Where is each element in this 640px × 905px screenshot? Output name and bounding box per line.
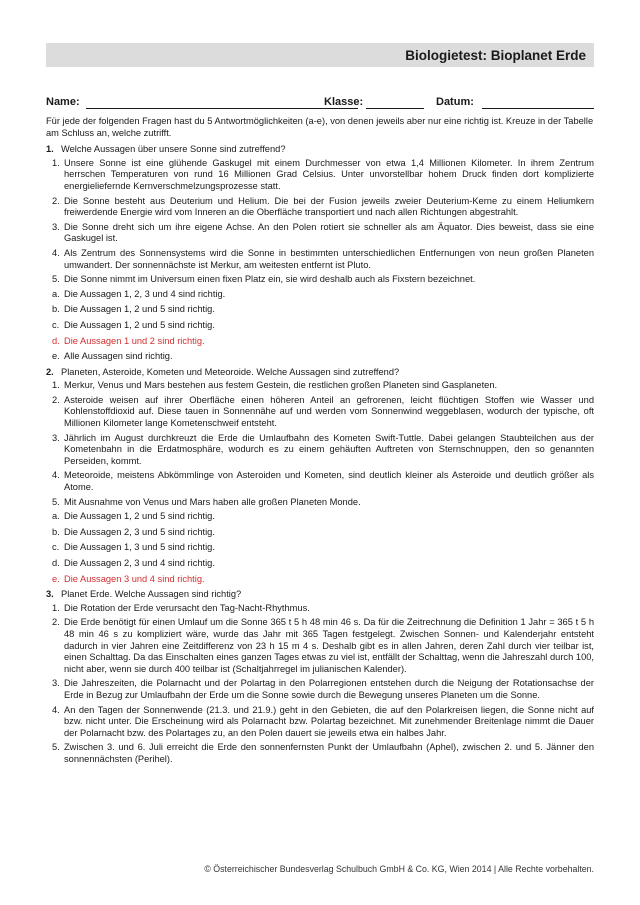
statement-number: 2. [52,195,60,206]
option-letter: e. [52,573,60,584]
statement-text: Zwischen 3. und 6. Juli erreicht die Erde den sonnenfernsten Punkt der Umlaufbahn (Aphel), zwischen 2. und 5. Jänner den sonnennächsten (Perihel). [64,742,594,764]
option-letter: b. [52,304,60,315]
statement-number: 1. [52,602,60,613]
option-letter: c. [52,319,60,330]
option-letter: a. [52,511,60,522]
question-1 [46,144,594,363]
instructions: Für jede der folgenden Fragen hast du 5 Antwortmöglichkeiten (a-e), von denen jeweils aber nur eine richtig ist. Kreuze in der Tabelle am Schluss an, welche zutrifft. [46,116,594,138]
option-text: Die Aussagen 1, 2, 3 und 4 sind richtig. [64,288,226,299]
class-label: Klasse: [324,96,364,108]
statement-item [46,196,594,219]
statement-item [46,274,594,286]
answer-option [46,289,594,301]
statement-number: 5. [52,742,60,753]
statement-number: 1. [52,157,60,168]
statement-text: An den Tagen der Sonnenwende (21.3. und 21.9.) geht in den Gebieten, die auf den Polarkreisen liegen, die Sonne nicht auf bzw. nicht unter. Die Erscheinung wird als Polarnacht bzw. Polartag bezeichnet. Mit zunehmender Breitenlage nimmt die Dauer der Polarnacht bzw. des Polartages zu, an den Polen dauert sie jeweils etwa ein halbes Jahr. [64,704,594,738]
statement-item [46,705,594,740]
answer-option-correct [46,336,594,348]
student-info-row [46,96,594,112]
question-3 [46,589,594,765]
statement-text: Die Sonne dreht sich um ihre eigene Achse. An den Polen rotiert sie schneller als am Äquator. Dies beweist, dass sie eine Gaskugel ist. [64,221,594,244]
statement-number: 2. [52,617,60,628]
statement-number: 3. [52,678,60,689]
statement-item [46,603,594,615]
statement-number: 3. [52,221,60,232]
statement-list [46,158,594,286]
option-text: Die Aussagen 2, 3 und 4 sind richtig. [64,558,215,568]
statement-item [46,742,594,765]
copyright-footer: © Österreichischer Bundesverlag Schulbuch GmbH & Co. KG, Wien 2014 | Alle Rechte vorbehalten. [204,864,594,874]
option-text: Die Aussagen 1, 2 und 5 sind richtig. [64,304,215,315]
option-letter: d. [52,335,60,346]
statement-item [46,433,594,468]
question-number: 2. [46,366,54,377]
option-letter: d. [52,558,60,568]
name-field[interactable] [86,108,358,109]
option-letter: e. [52,351,60,362]
statement-text: Die Jahreszeiten, die Polarnacht und der Polartag in den Polarregionen entstehen durch die Neigung der Rotationsachse der Erde in Bezug zur Umlaufbahn der Erde um die Sonne sowie durch die Bewegung unseres Planeten um die Sonne. [64,678,594,700]
answer-option [46,542,594,554]
answer-option [46,304,594,316]
question-number: 1. [46,144,54,155]
question-prompt [46,367,594,379]
statement-item [46,497,594,509]
statement-text: Die Rotation der Erde verursacht den Tag-Nacht-Rhythmus. [64,602,310,613]
statement-item [46,380,594,392]
statement-number: 4. [52,247,60,258]
statement-text: Merkur, Venus und Mars bestehen aus festem Gestein, die restlichen großen Planeten sind Gasplaneten. [64,380,498,391]
option-text: Die Aussagen 1, 2 und 5 sind richtig. [64,319,215,330]
option-text: Alle Aussagen sind richtig. [64,351,173,362]
question-prompt [46,144,594,156]
statement-list [46,603,594,766]
statement-text: Die Erde benötigt für einen Umlauf um die Sonne 365 t 5 h 48 min 46 s. Da für die Zeitrechnung die Definition 1 Jahr = 365 t 5 h 48 min 46 s zu kompliziert wäre, wurde das Jahr mit 365 Tagen festgelegt. Zwischen Sonnen- und Kalenderjahr entsteht dadurch in vier Jahren eine Zeitdifferenz von 23 h 15 m 4 s. Deshalb gibt es in allen Jahren, deren Zahl durch vier teilbar ist, einen Schalttag. Da das Einschalten eines ganzen Tages etwas zu viel ist, entfällt der Schalttag, wenn die Jahreszahl durch 100, nicht aber, wenn sie durch 400 teilbar ist (Schaltjahrregel im julianischen Kalender). [64,617,594,674]
test-content [46,116,594,769]
answer-option [46,558,594,570]
option-text: Die Aussagen 1, 3 und 5 sind richtig. [64,542,215,553]
statement-number: 5. [52,274,60,285]
statement-list [46,380,594,508]
question-text: Welche Aussagen über unsere Sonne sind zutreffend? [61,144,286,155]
question-number: 3. [46,589,54,600]
option-text: Die Aussagen 1, 2 und 5 sind richtig. [64,511,215,522]
option-text: Die Aussagen 3 und 4 sind richtig. [64,573,205,584]
answer-option-correct [46,574,594,586]
statement-item [46,617,594,675]
class-field[interactable] [366,108,424,109]
date-field[interactable] [482,108,594,109]
statement-number: 4. [52,704,60,715]
statement-item [46,158,594,193]
statement-text: Unsere Sonne ist eine glühende Gaskugel mit einem Durchmesser von etwa 1,4 Millionen Kilometer. In ihrem Zentrum herrschen Temperaturen von rund 16 Millionen Grad Celsius. Unter unvorstellbar hohem Druck finden dort komplizierte energieliefernde Kernverschmelzungsprozesse statt. [64,157,594,191]
statement-text: Mit Ausnahme von Venus und Mars haben alle großen Planeten Monde. [64,496,361,507]
name-label: Name: [46,96,80,108]
statement-text: Als Zentrum des Sonnensystems wird die Sonne in bestimmten unterschiedlichen Entfernungen von neun großen Planeten umwandert. Der sonnennächste ist Merkur, am weitesten entfernt ist Pluto. [64,247,594,270]
statement-text: Die Sonne nimmt im Universum einen fixen Platz ein, sie wird deshalb auch als Fixstern bezeichnet. [64,274,476,285]
option-text: Die Aussagen 2, 3 und 5 sind richtig. [64,526,215,537]
question-text: Planeten, Asteroide, Kometen und Meteoroide. Welche Aussagen sind zutreffend? [61,366,400,377]
question-prompt [46,589,594,601]
answer-option [46,351,594,363]
statement-item [46,395,594,430]
statement-text: Die Sonne besteht aus Deuterium und Helium. Die bei der Fusion jeweils zweier Deuterium-Kerne zu einem Heliumkern freiwerdende Energie wird vom Inneren an die Oberfläche transportiert und nach allen Richtungen abgestrahlt. [64,195,594,218]
answer-option [46,320,594,332]
title-bar [46,43,594,67]
option-letter: b. [52,526,60,537]
statement-number: 5. [52,496,60,507]
question-2 [46,367,594,586]
answer-option [46,511,594,523]
page-title: Biologietest: Bioplanet Erde [405,47,586,63]
date-label: Datum: [436,96,474,108]
option-letter: a. [52,288,60,299]
statement-text: Asteroide weisen auf ihrer Oberfläche einen höheren Anteil an gefrorenen, leicht flüchtigen Stoffen wie Wasser und Kohlenstoffdioxid auf. Diese tauen in Sonnennähe auf und werden vom Sonnenwind weggeblasen, wodurch der typische, oft Millionen Kilometer lange Kometenschweif entsteht. [64,394,594,429]
option-text: Die Aussagen 1 und 2 sind richtig. [64,335,205,346]
statement-number: 4. [52,470,60,481]
answer-option-list [46,289,594,363]
statement-item [46,222,594,245]
statement-number: 1. [52,380,60,391]
statement-item [46,248,594,271]
statement-text: Meteoroide, meistens Abkömmlinge von Asteroiden und Kometen, sind deutlich kleiner als Asteroide und deutlich größer als Atome. [64,470,594,493]
statement-item [46,470,594,493]
question-list [46,144,594,765]
statement-text: Jährlich im August durchkreuzt die Erde die Umlaufbahn des Kometen Swift-Tuttle. Dabei gelangen Staubteilchen aus der Kometenbahn in die Erdatmosphäre, wodurch es zu einem gehäuften Auftreten von Sternschnuppen, den so genannten Perseiden, kommt. [64,432,594,466]
question-text: Planet Erde. Welche Aussagen sind richtig? [61,589,242,600]
statement-item [46,678,594,701]
answer-option-list [46,511,594,585]
statement-number: 2. [52,394,60,405]
statement-number: 3. [52,432,60,443]
option-letter: c. [52,542,60,553]
answer-option [46,527,594,539]
